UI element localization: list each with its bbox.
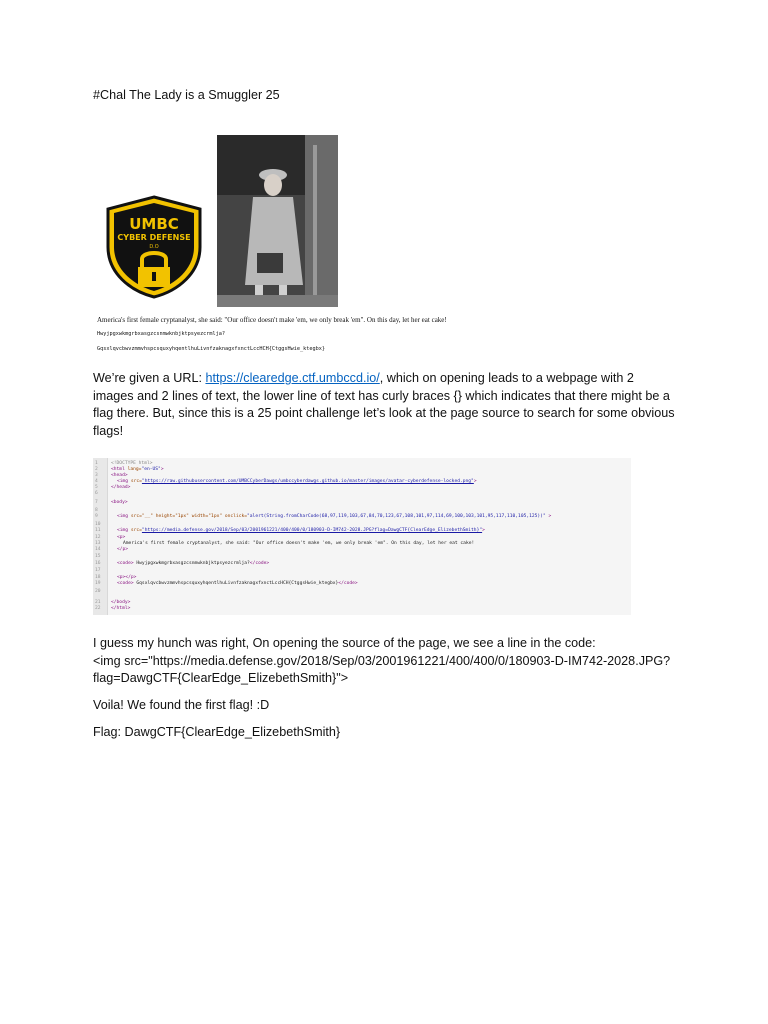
quote-text: America's first female cryptanalyst, she said: "Our office doesn't make 'em, we only break 'em". On this day, let her eat cake!	[97, 316, 447, 324]
webpage-screenshot	[93, 133, 471, 359]
svg-text:CYBER DEFENSE: CYBER DEFENSE	[117, 233, 191, 242]
umbc-cyber-defense-logo	[104, 195, 204, 299]
source-line: </html>	[111, 606, 131, 611]
source-line: <img src="https://raw.githubusercontent.com/UMBCCyberDawgs/umbccyberdawgs.github.io/master/images/avatar-cyberdefense-locked.png">	[117, 479, 477, 484]
source-line: <body>	[111, 500, 128, 505]
source-line: <html lang="en-US">	[111, 467, 164, 472]
source-line: America's first female cryptanalyst, she said: "Our office doesn't make 'em, we only break 'em". On this day, let her eat cake!	[123, 541, 475, 546]
source-line: <img src="__" height="1px" width="1px" onclick="alert(String.fromCharCode(68,97,119,103,67,84,70,123,67,108,101,97,114,69,100,103,101,95,117,110,105,125))" >	[117, 514, 552, 519]
source-line: <p>	[117, 535, 126, 540]
source-line: <!DOCTYPE html>	[111, 461, 153, 466]
source-line: <p></p>	[117, 575, 137, 580]
paragraph-hunch: I guess my hunch was right, On opening the source of the page, we see a line in the code: <img src="https://media.defense.gov/2018/Sep/03/2001961221/400/400/0/180903-D-IM742-2028.JPG?flag=DawgCTF{ClearEdge_ElizebethSmith}">	[93, 636, 671, 685]
page-title: #Chal The Lady is a Smuggler 25	[93, 88, 280, 102]
challenge-url-link[interactable]: https://clearedge.ctf.umbccd.io/	[205, 371, 380, 385]
source-line: </head>	[111, 485, 131, 490]
cipher-line-1: Hwyjpgxwkmgrbxasgzcsnmwknbjktpsyezcrmlja?	[97, 331, 226, 337]
cipher-line-2: GqsxlqvcbwvzmmvhspcsquxyhqentlhuLivnfzaknagxfxnctLccHCH{CtggsHwie_ktegbx}	[97, 346, 325, 352]
page-source-screenshot: 1 <!DOCTYPE html> 2 <html lang="en-US"> 3 <head> 4 <img src="https://raw.githubusercontent.com/UMBCCyberDawgs/umbccyberdawgs.github.io/master/images/avatar-cyberdefense-locked.png"> 5 </head> 6 7 <body> 8 9 <img src="__" height="1px" width="1px" onclick="alert(String.fromCharCode(68,97,119,103,67,84,70,123,67,108,101,97,114,69,100,103,101,95,117,110,105,125))" > 10 11 <img src="https://media.defense.gov/2018/Sep/03/2001961221/400/400/0/180903-D-IM742-2028.JPG?flag=DawgCTF{ClearEdge_ElizebethSmith}"> 12 <p> 13 America's first female cryptanalyst, she said: "Our office doesn't make 'em, we only break 'em". On this day, let her eat cake! 14 </p> 15 16 <code> Hwyjpgxwkmgrbxasgzcsnmwknbjktpsyezcrmlja?</code> 17 18 <p></p> 19 <code> GqsxlqvcbwvzmmvhspcsquxyhqentlhuLivnfzaknagxfxnctLccHCH{CtggsHwie_ktegbx}</code> 20 21 </body> 22 </html>	[93, 458, 631, 615]
flag-text: Flag: DawgCTF{ClearEdge_ElizebethSmith}	[93, 725, 341, 739]
source-line: </body>	[111, 600, 131, 605]
source-line: <img src="https://media.defense.gov/2018/Sep/03/2001961221/400/400/0/180903-D-IM742-2028.JPG?flag=DawgCTF{ClearEdge_ElizebethSmith}">	[117, 528, 485, 533]
svg-text:UMBC: UMBC	[129, 215, 179, 233]
paragraph-url: We’re given a URL: https://clearedge.ctf.umbccd.io/, which on opening leads to a webpage with 2 images and 2 lines of text, the lower line of text has curly braces {} which indicates that there might be a flag there. But, since this is a 25 point challenge let’s look at the page source to search for some obvious flags!	[93, 371, 675, 438]
source-line: <code> GqsxlqvcbwvzmmvhspcsquxyhqentlhuLivnfzaknagxfxnctLccHCH{CtggsHwie_ktegbx}</code>	[117, 581, 358, 586]
paragraph-voila: Voila! We found the first flag! :D	[93, 698, 270, 712]
source-line: <head>	[111, 473, 128, 478]
elizebeth-smith-photo	[217, 135, 338, 307]
source-line: </p>	[117, 547, 129, 552]
svg-text:D.O: D.O	[149, 244, 159, 250]
source-line: <code> Hwyjpgxwkmgrbxasgzcsnmwknbjktpsyezcrmlja?</code>	[117, 561, 270, 566]
